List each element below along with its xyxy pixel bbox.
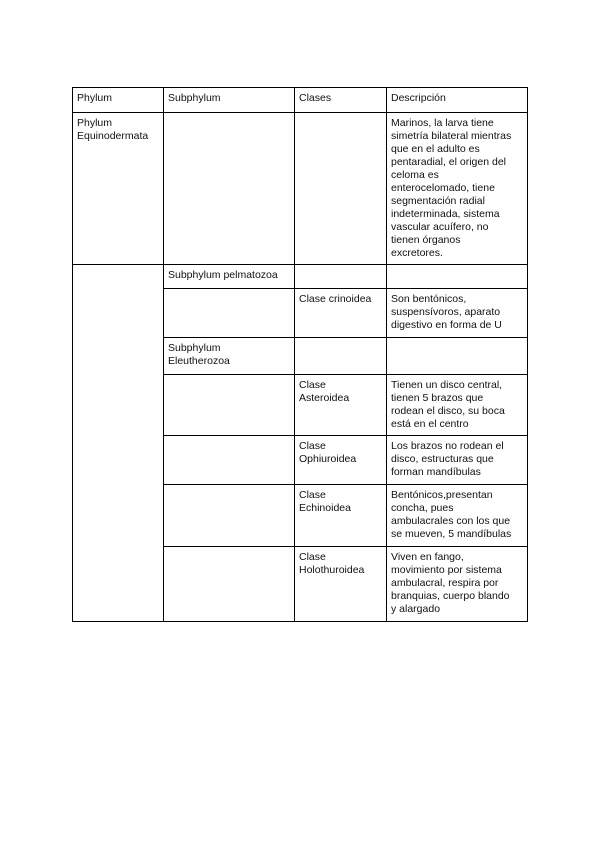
cell-clase xyxy=(295,338,387,375)
cell-subphylum xyxy=(164,113,295,265)
cell-clase: Clase Holothuroidea xyxy=(295,547,387,622)
cell-descripcion: Los brazos no rodean el disco, estructuras que forman mandíbulas xyxy=(387,436,528,485)
cell-clase xyxy=(295,113,387,265)
cell-descripcion: Son bentónicos, suspensívoros, aparato digestivo en forma de U xyxy=(387,289,528,338)
table-row xyxy=(73,113,528,265)
header-descripcion: Descripción xyxy=(387,88,528,113)
cell-phylum xyxy=(73,265,164,622)
cell-subphylum xyxy=(164,436,295,485)
cell-subphylum xyxy=(164,375,295,436)
cell-clase xyxy=(295,265,387,289)
classification-table xyxy=(72,87,528,622)
header-subphylum: Subphylum xyxy=(164,88,295,113)
table-header-row xyxy=(73,88,528,113)
cell-subphylum xyxy=(164,289,295,338)
cell-subphylum xyxy=(164,485,295,547)
cell-descripcion: Marinos, la larva tiene simetría bilateral mientras que en el adulto es pentaradial, el origen del celoma es enterocelomado, tiene segmentación radial indeterminada, sistema vascular acuífero, no tienen órganos excretores. xyxy=(387,113,528,265)
cell-subphylum: Subphylum Eleutherozoa xyxy=(164,338,295,375)
cell-clase: Clase crinoidea xyxy=(295,289,387,338)
cell-subphylum xyxy=(164,547,295,622)
cell-descripcion: Viven en fango, movimiento por sistema ambulacral, respira por branquias, cuerpo blando y alargado xyxy=(387,547,528,622)
header-phylum: Phylum xyxy=(73,88,164,113)
cell-subphylum: Subphylum pelmatozoa xyxy=(164,265,295,289)
cell-descripcion xyxy=(387,338,528,375)
cell-clase: Clase Echinoidea xyxy=(295,485,387,547)
table-row xyxy=(73,265,528,289)
cell-clase: Clase Asteroidea xyxy=(295,375,387,436)
cell-descripcion xyxy=(387,265,528,289)
cell-clase: Clase Ophiuroidea xyxy=(295,436,387,485)
cell-phylum: Phylum Equinodermata xyxy=(73,113,164,265)
cell-descripcion: Bentónicos,presentan concha, pues ambulacrales con los que se mueven, 5 mandíbulas xyxy=(387,485,528,547)
header-clases: Clases xyxy=(295,88,387,113)
cell-descripcion: Tienen un disco central, tienen 5 brazos que rodean el disco, su boca está en el centro xyxy=(387,375,528,436)
